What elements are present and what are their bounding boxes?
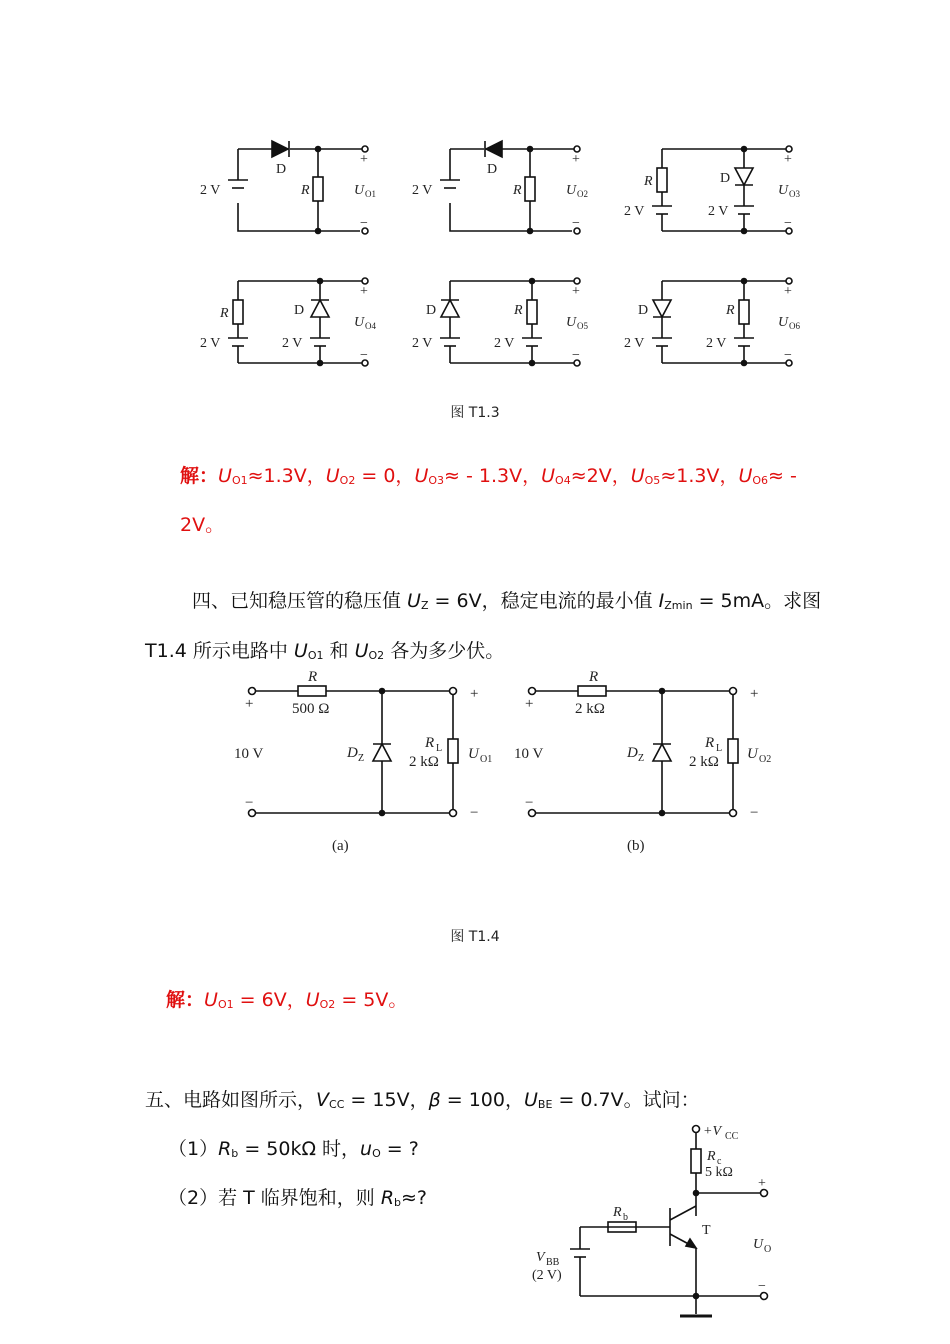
b-plus: +: [525, 696, 534, 712]
question-5-part-1: [168, 1134, 419, 1161]
q5-p1-c: = ?: [380, 1138, 419, 1160]
b-sub-caption: (b): [627, 838, 645, 854]
a-minus-in: −: [245, 795, 254, 811]
c6-out-label: U: [778, 315, 789, 330]
circuit-6: [652, 278, 792, 366]
b-minus-out: −: [750, 805, 759, 821]
answer-1-u1: U: [218, 465, 232, 487]
answer-1-line-2: 2V。: [180, 514, 225, 536]
answer-1-u4: U: [541, 465, 556, 487]
circuit-2: [440, 141, 580, 234]
c1-plus: +: [360, 152, 368, 167]
q4-text-a: 四、已知稳压管的稳压值: [192, 590, 408, 612]
circuit-1: [228, 141, 368, 234]
c6-minus: −: [784, 348, 792, 363]
c3-r-label: R: [644, 174, 653, 189]
q5-p2-b: ≈?: [401, 1187, 428, 1209]
q5-fig-rb-sub: b: [623, 1212, 628, 1223]
c5-plus: +: [572, 284, 580, 299]
b-rl-sub: L: [716, 743, 723, 754]
q5-p2-rb: R: [380, 1187, 395, 1209]
c4-d-label: D: [294, 303, 305, 318]
c2-plus: +: [572, 152, 580, 167]
q5-text-d: = 0.7V。试问：: [552, 1089, 700, 1111]
c5-d-label: D: [426, 303, 437, 318]
c5-r-label: R: [514, 303, 523, 318]
c1-minus: −: [360, 216, 368, 231]
c2-out-sub: O2: [577, 189, 588, 199]
a-plus: +: [245, 696, 254, 712]
answer-2-u1-sub: O1: [217, 998, 234, 1011]
q5-p1-rb-sub: b: [231, 1147, 239, 1160]
answer-1-u6-sub: O6: [752, 474, 769, 487]
b-src: 10 V: [514, 746, 544, 762]
a-sub-caption: (a): [332, 838, 349, 854]
q4-text-d: T1.4 所示电路中: [145, 640, 294, 662]
q4-uo1-sub: O1: [307, 649, 324, 662]
a-rl-label: R: [425, 735, 435, 751]
c3-minus: −: [784, 216, 792, 231]
answer-1-line-1: [180, 461, 797, 488]
answer-1-u1-sub: O1: [231, 474, 248, 487]
b-rl-label: R: [705, 735, 715, 751]
answer-1-u1-val: ≈1.3V，: [247, 465, 326, 487]
a-rl-sub: L: [436, 743, 443, 754]
q5-fig-rc: R: [707, 1149, 716, 1164]
c2-out-label: U: [566, 183, 577, 198]
c4-r-label: R: [220, 306, 229, 321]
figure-t1-4-caption: 图 T1.4: [450, 929, 500, 945]
c3-src-label: 2 V: [624, 204, 645, 219]
a-rl-value: 2 kΩ: [409, 754, 439, 770]
c1-out-label: U: [354, 183, 365, 198]
q5-fig-rb: R: [613, 1205, 622, 1220]
c3-out-label: U: [778, 183, 789, 198]
q5-fig-vbb-value: (2 V): [532, 1268, 562, 1283]
q5-p2-rb-sub: b: [394, 1196, 402, 1209]
q5-beta: β: [428, 1089, 441, 1111]
c4-out-label: U: [354, 315, 365, 330]
c5-src2-label: 2 V: [494, 336, 515, 351]
a-r-label: R: [308, 669, 318, 685]
q5-fig-vcc: +V: [703, 1124, 721, 1139]
answer-2: [166, 985, 407, 1012]
c2-minus: −: [572, 216, 580, 231]
c2-d-label: D: [487, 162, 498, 177]
q5-text-a: 五、电路如图所示，: [145, 1089, 317, 1111]
b-dz-sub: Z: [638, 753, 645, 764]
a-minus-out: −: [470, 805, 479, 821]
question-4-line-2: [145, 636, 504, 663]
a-out-sub: O1: [480, 754, 493, 765]
q5-fig-t: T: [702, 1223, 711, 1238]
q5-p1-uo: u: [360, 1138, 373, 1160]
c6-r-label: R: [726, 303, 735, 318]
answer-1-u5: U: [630, 465, 645, 487]
q5-p1-b: = 50kΩ 时，: [238, 1138, 361, 1160]
c1-src-label: 2 V: [200, 183, 221, 198]
c4-src2-label: 2 V: [282, 336, 303, 351]
q5-p1-a: （1）: [168, 1138, 219, 1160]
answer-1-u5-sub: O5: [644, 474, 661, 487]
answer-1-u2: U: [325, 465, 340, 487]
answer-1-u4-val: ≈2V，: [570, 465, 631, 487]
b-rl-value: 2 kΩ: [689, 754, 719, 770]
c6-src2-label: 2 V: [706, 336, 727, 351]
question-4-line-1: [192, 586, 821, 613]
answer-1-u3-sub: O3: [428, 474, 445, 487]
answer-1-u2-sub: O2: [339, 474, 356, 487]
q5-fig-uo-sub: O: [764, 1244, 772, 1255]
c6-src-label: 2 V: [624, 336, 645, 351]
c3-src2-label: 2 V: [708, 204, 729, 219]
b-dz-label: D: [627, 745, 638, 761]
a-plus-out: +: [470, 686, 479, 702]
c1-out-sub: O1: [365, 189, 376, 199]
q4-text-c: = 5mA。求图: [692, 590, 822, 612]
b-plus-out: +: [750, 686, 759, 702]
answer-1-u3-val: ≈ - 1.3V，: [444, 465, 542, 487]
b-r-label: R: [589, 669, 599, 685]
a-dz-sub: Z: [358, 753, 365, 764]
answer-1-u6: U: [738, 465, 753, 487]
circuit-5: [440, 278, 580, 366]
q5-ube-sub: BE: [537, 1098, 553, 1111]
c6-d-label: D: [638, 303, 649, 318]
a-dz-label: D: [347, 745, 358, 761]
q5-vcc-sub: CC: [329, 1098, 345, 1111]
q5-p2-a: （2）若 T 临界饱和，则: [168, 1187, 381, 1209]
question-5-line-1: [145, 1085, 700, 1112]
q5-fig-vbb-sub: BB: [546, 1257, 560, 1268]
answer-1-u5-val: ≈1.3V，: [660, 465, 739, 487]
q4-iz: I: [658, 590, 665, 612]
answer-1-u6-val: ≈ -: [768, 465, 797, 487]
c4-out-sub: O4: [365, 321, 376, 331]
c1-d-label: D: [276, 162, 287, 177]
c4-plus: +: [360, 284, 368, 299]
c1-r-label: R: [301, 183, 310, 198]
b-r-value: 2 kΩ: [575, 701, 605, 717]
circuit-3: [652, 146, 792, 234]
answer-2-u1-val: = 6V，: [233, 989, 306, 1011]
q5-fig-rc-sub: c: [717, 1156, 722, 1167]
c2-r-label: R: [513, 183, 522, 198]
q4-uo2: U: [354, 640, 369, 662]
q5-text-c: = 100，: [440, 1089, 524, 1111]
q5-fig-vbb: V: [536, 1250, 545, 1265]
q5-p1-uo-sub: O: [372, 1147, 381, 1160]
c2-src-label: 2 V: [412, 183, 433, 198]
q5-text-b: = 15V，: [344, 1089, 429, 1111]
c4-src-label: 2 V: [200, 336, 221, 351]
answer-2-u2: U: [305, 989, 320, 1011]
q5-ube: U: [523, 1089, 538, 1111]
c5-minus: −: [572, 348, 580, 363]
answer-2-u1: U: [204, 989, 218, 1011]
c6-plus: +: [784, 284, 792, 299]
c3-out-sub: O3: [789, 189, 800, 199]
q5-fig-uo: U: [753, 1237, 764, 1252]
answer-2-u2-val: = 5V。: [335, 989, 408, 1011]
question-5-part-2: [168, 1183, 427, 1210]
answer-1-prefix: 解：: [180, 465, 219, 487]
a-r-value: 500 Ω: [292, 701, 330, 717]
c5-out-sub: O5: [577, 321, 588, 331]
c5-src-label: 2 V: [412, 336, 433, 351]
a-src: 10 V: [234, 746, 264, 762]
figure-t1-3: [180, 130, 820, 380]
q4-uz-sub: Z: [420, 599, 429, 612]
figure-q5-transistor-circuit: [520, 1118, 790, 1344]
c6-out-sub: O6: [789, 321, 800, 331]
c3-plus: +: [784, 152, 792, 167]
q5-p1-rb: R: [218, 1138, 232, 1160]
answer-1-u4-sub: O4: [555, 474, 571, 487]
answer-1-u3: U: [414, 465, 429, 487]
q5-fig-rc-value: 5 kΩ: [705, 1165, 733, 1180]
c3-d-label: D: [720, 171, 731, 186]
answer-2-u2-sub: O2: [319, 998, 336, 1011]
q4-text-b: = 6V，稳定电流的最小值: [428, 590, 659, 612]
circuit-4: [228, 278, 368, 366]
q4-text-f: 各为多少伏。: [384, 640, 505, 662]
a-out-label: U: [468, 746, 479, 762]
q4-uo2-sub: O2: [368, 649, 385, 662]
figure-t1-3-caption: 图 T1.3: [450, 405, 500, 421]
answer-1-u2-val: = 0，: [355, 465, 415, 487]
q5-fig-plus: +: [758, 1176, 766, 1191]
c5-out-label: U: [566, 315, 577, 330]
b-minus-in: −: [525, 795, 534, 811]
q4-text-e: 和: [323, 640, 355, 662]
q4-uz: U: [407, 590, 421, 612]
answer-2-prefix: 解：: [166, 989, 205, 1011]
q4-uo1: U: [293, 640, 308, 662]
c4-minus: −: [360, 348, 368, 363]
b-out-sub: O2: [759, 754, 772, 765]
b-out-label: U: [747, 746, 758, 762]
q5-fig-vcc-sub: CC: [725, 1131, 739, 1142]
q5-fig-minus: −: [758, 1279, 766, 1294]
figure-t1-4: [225, 665, 795, 865]
q4-iz-sub: Zmin: [664, 599, 693, 612]
q5-vcc: V: [316, 1089, 330, 1111]
